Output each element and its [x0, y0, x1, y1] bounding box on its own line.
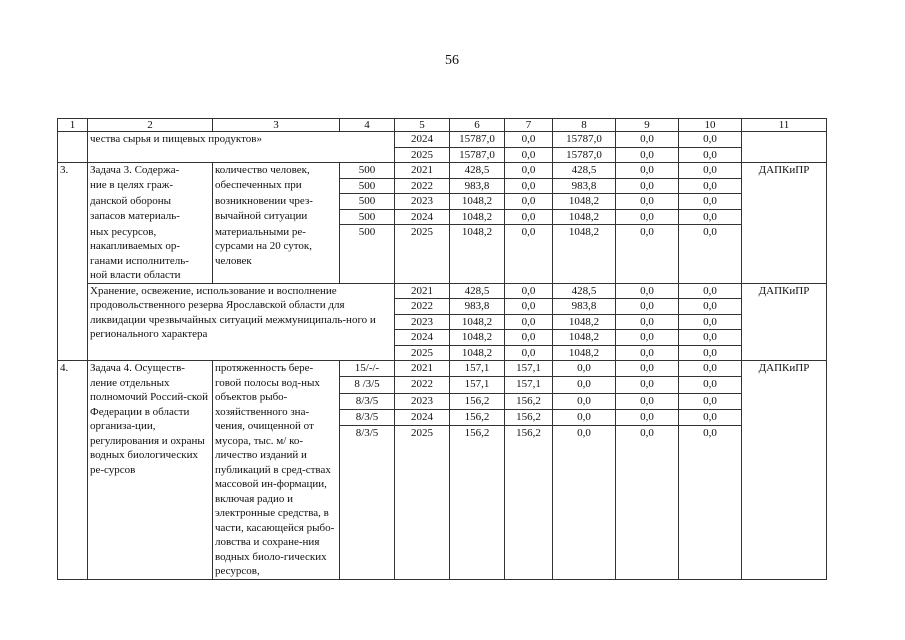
- year-cell: 2023: [395, 314, 450, 330]
- task-text: Задача 3. Содержа-: [88, 163, 213, 179]
- year-cell: 2021: [395, 361, 450, 377]
- value-cell: 0,0: [679, 361, 742, 377]
- value-cell: 0,0: [505, 194, 553, 210]
- page-number: 56: [445, 53, 459, 68]
- value-cell: 0,0: [679, 393, 742, 409]
- indicator-line: материальными ре-: [215, 225, 306, 238]
- value-cell: 157,1: [450, 361, 505, 377]
- value-cell: 0,0: [679, 194, 742, 210]
- value-cell: 0,0: [679, 209, 742, 225]
- task-line: ных ресурсов, накапливаемых ор-: [90, 225, 181, 252]
- indicator-line: сурсами на 20 суток,: [215, 240, 312, 252]
- table-row: [58, 147, 827, 163]
- year-cell: 2021: [395, 163, 450, 179]
- table-row: [58, 163, 827, 179]
- value-cell: 0,0: [505, 178, 553, 194]
- value-cell: 0,0: [505, 299, 553, 315]
- value-cell: 0,0: [505, 132, 553, 148]
- value-cell: 0,0: [616, 330, 679, 346]
- year-cell: 2024: [395, 409, 450, 425]
- header-cell: 2: [88, 119, 213, 132]
- value-cell: 0,0: [679, 225, 742, 284]
- target-value: 8/3/5: [340, 426, 395, 579]
- task-text: ние в целях граж-: [88, 178, 213, 194]
- value-cell: 15787,0: [450, 132, 505, 148]
- value-cell: 0,0: [616, 178, 679, 194]
- target-value: 500: [340, 163, 395, 179]
- task-text: чества сырья и пищевых продуктов»: [88, 132, 395, 148]
- value-cell: 428,5: [553, 283, 616, 299]
- value-cell: 0,0: [616, 426, 679, 579]
- table-row: [58, 132, 827, 148]
- value-cell: 428,5: [553, 163, 616, 179]
- row-number: [58, 132, 88, 163]
- value-cell: 0,0: [616, 299, 679, 315]
- value-cell: 0,0: [616, 132, 679, 148]
- value-cell: 0,0: [616, 225, 679, 284]
- value-cell: 0,0: [679, 314, 742, 330]
- year-cell: 2022: [395, 377, 450, 393]
- header-cell: 4: [340, 119, 395, 132]
- target-value: 500: [340, 225, 395, 284]
- value-cell: 0,0: [505, 330, 553, 346]
- value-cell: 1048,2: [450, 314, 505, 330]
- value-cell: 0,0: [553, 409, 616, 425]
- value-cell: 1048,2: [553, 330, 616, 346]
- header-cell: 8: [553, 119, 616, 132]
- row-number: 3.: [58, 163, 88, 361]
- header-cell: 10: [679, 119, 742, 132]
- storage-text: Хранение, освежение, использование и восполнение продовольственного резерва Ярославской области для ликвидации чрезвычайных ситуаций межмуниципаль-ного и регионального характера: [88, 283, 395, 361]
- year-cell: 2025: [395, 426, 450, 579]
- year-cell: 2021: [395, 283, 450, 299]
- value-cell: 1048,2: [553, 345, 616, 361]
- value-cell: 156,2: [450, 393, 505, 409]
- value-cell: 0,0: [679, 178, 742, 194]
- value-cell: 0,0: [616, 409, 679, 425]
- table-row: [58, 283, 827, 299]
- target-value: 8/3/5: [340, 393, 395, 409]
- indicator-text: возникновении чрез-: [213, 194, 340, 210]
- task-text-empty: [88, 147, 395, 163]
- value-cell: 0,0: [679, 132, 742, 148]
- value-cell: 0,0: [616, 163, 679, 179]
- task-text: запасов материаль-: [88, 209, 213, 225]
- value-cell: 0,0: [616, 314, 679, 330]
- indicator-text: [213, 225, 340, 284]
- indicator-text: обеспеченных при: [213, 178, 340, 194]
- task-line: ной власти области: [90, 269, 181, 281]
- value-cell: 0,0: [616, 209, 679, 225]
- value-cell: 0,0: [616, 345, 679, 361]
- value-cell: 157,1: [505, 361, 553, 377]
- target-value: 8/3/5: [340, 409, 395, 425]
- value-cell: 0,0: [616, 194, 679, 210]
- year-cell: 2023: [395, 194, 450, 210]
- indicator-text: протяженность бере-говой полосы вод-ных объектов рыбо-хозяйственного зна-чения, очищенной от мусора, тыс. м/ ко-личество изданий и публикаций в сред-ствах массовой ин-формации, включая радио и электронные средства, в части, касающейся рыбо-ловства и сохране-ния водных биоло-гических ресурсов,: [213, 361, 340, 580]
- value-cell: 1048,2: [450, 209, 505, 225]
- value-cell: 0,0: [679, 426, 742, 579]
- target-value: 8 /3/5: [340, 377, 395, 393]
- header-row: [58, 119, 827, 132]
- value-cell: 156,2: [505, 393, 553, 409]
- year-cell: 2022: [395, 299, 450, 315]
- value-cell: 0,0: [616, 147, 679, 163]
- value-cell: 156,2: [450, 426, 505, 579]
- task-line: ганами исполнитель-: [90, 254, 189, 267]
- header-cell: 7: [505, 119, 553, 132]
- table-row: [58, 209, 827, 225]
- year-cell: 2025: [395, 345, 450, 361]
- year-cell: 2024: [395, 132, 450, 148]
- target-value: 500: [340, 194, 395, 210]
- row-number: 4.: [58, 361, 88, 580]
- value-cell: 0,0: [505, 283, 553, 299]
- indicator-line: человек: [215, 254, 252, 267]
- year-cell: 2023: [395, 393, 450, 409]
- value-cell: 156,2: [505, 409, 553, 425]
- value-cell: 1048,2: [553, 209, 616, 225]
- value-cell: 0,0: [553, 377, 616, 393]
- indicator-text: вычайной ситуации: [213, 209, 340, 225]
- task-text: [88, 225, 213, 284]
- value-cell: 428,5: [450, 163, 505, 179]
- target-value: 500: [340, 209, 395, 225]
- value-cell: 156,2: [505, 426, 553, 579]
- value-cell: 0,0: [679, 163, 742, 179]
- header-cell: 1: [58, 119, 88, 132]
- value-cell: 1048,2: [450, 225, 505, 284]
- year-cell: 2024: [395, 209, 450, 225]
- value-cell: 428,5: [450, 283, 505, 299]
- executor-cell: ДАПКиПР: [742, 163, 827, 284]
- value-cell: 0,0: [505, 225, 553, 284]
- value-cell: 983,8: [553, 178, 616, 194]
- value-cell: 0,0: [505, 314, 553, 330]
- value-cell: 0,0: [679, 409, 742, 425]
- value-cell: 0,0: [553, 426, 616, 579]
- value-cell: 1048,2: [553, 225, 616, 284]
- value-cell: 0,0: [679, 283, 742, 299]
- value-cell: 157,1: [505, 377, 553, 393]
- value-cell: 0,0: [679, 330, 742, 346]
- value-cell: 157,1: [450, 377, 505, 393]
- executor-cell: [742, 132, 827, 163]
- year-cell: 2025: [395, 147, 450, 163]
- task-text: Задача 4. Осуществ-ление отдельных полномочий Россий-ской Федерации в области организа-ции, регулирования и охраны водных биологических ре-сурсов: [88, 361, 213, 580]
- value-cell: 983,8: [553, 299, 616, 315]
- value-cell: 0,0: [505, 163, 553, 179]
- value-cell: 1048,2: [450, 194, 505, 210]
- value-cell: 0,0: [679, 377, 742, 393]
- year-cell: 2025: [395, 225, 450, 284]
- value-cell: 0,0: [679, 345, 742, 361]
- target-value: 500: [340, 178, 395, 194]
- value-cell: 1048,2: [450, 330, 505, 346]
- value-cell: 0,0: [679, 299, 742, 315]
- value-cell: 0,0: [616, 377, 679, 393]
- value-cell: 1048,2: [553, 194, 616, 210]
- value-cell: 0,0: [505, 345, 553, 361]
- value-cell: 0,0: [553, 393, 616, 409]
- table-row: [58, 194, 827, 210]
- task-text: данской обороны: [88, 194, 213, 210]
- target-value: 15/-/-: [340, 361, 395, 377]
- value-cell: 15787,0: [450, 147, 505, 163]
- value-cell: 0,0: [553, 361, 616, 377]
- value-cell: 0,0: [616, 283, 679, 299]
- value-cell: 156,2: [450, 409, 505, 425]
- value-cell: 1048,2: [553, 314, 616, 330]
- header-cell: 11: [742, 119, 827, 132]
- header-cell: 9: [616, 119, 679, 132]
- table-row: [58, 361, 827, 377]
- executor-cell: ДАПКиПР: [742, 361, 827, 580]
- value-cell: 0,0: [616, 361, 679, 377]
- header-cell: 3: [213, 119, 340, 132]
- program-table: [57, 118, 827, 580]
- value-cell: 15787,0: [553, 147, 616, 163]
- value-cell: 0,0: [679, 147, 742, 163]
- header-cell: 5: [395, 119, 450, 132]
- value-cell: 1048,2: [450, 345, 505, 361]
- value-cell: 983,8: [450, 178, 505, 194]
- value-cell: 15787,0: [553, 132, 616, 148]
- year-cell: 2022: [395, 178, 450, 194]
- value-cell: 0,0: [505, 209, 553, 225]
- value-cell: 983,8: [450, 299, 505, 315]
- value-cell: 0,0: [505, 147, 553, 163]
- table-row: [58, 178, 827, 194]
- header-cell: 6: [450, 119, 505, 132]
- executor-cell: ДАПКиПР: [742, 283, 827, 361]
- value-cell: 0,0: [616, 393, 679, 409]
- indicator-text: количество человек,: [213, 163, 340, 179]
- year-cell: 2024: [395, 330, 450, 346]
